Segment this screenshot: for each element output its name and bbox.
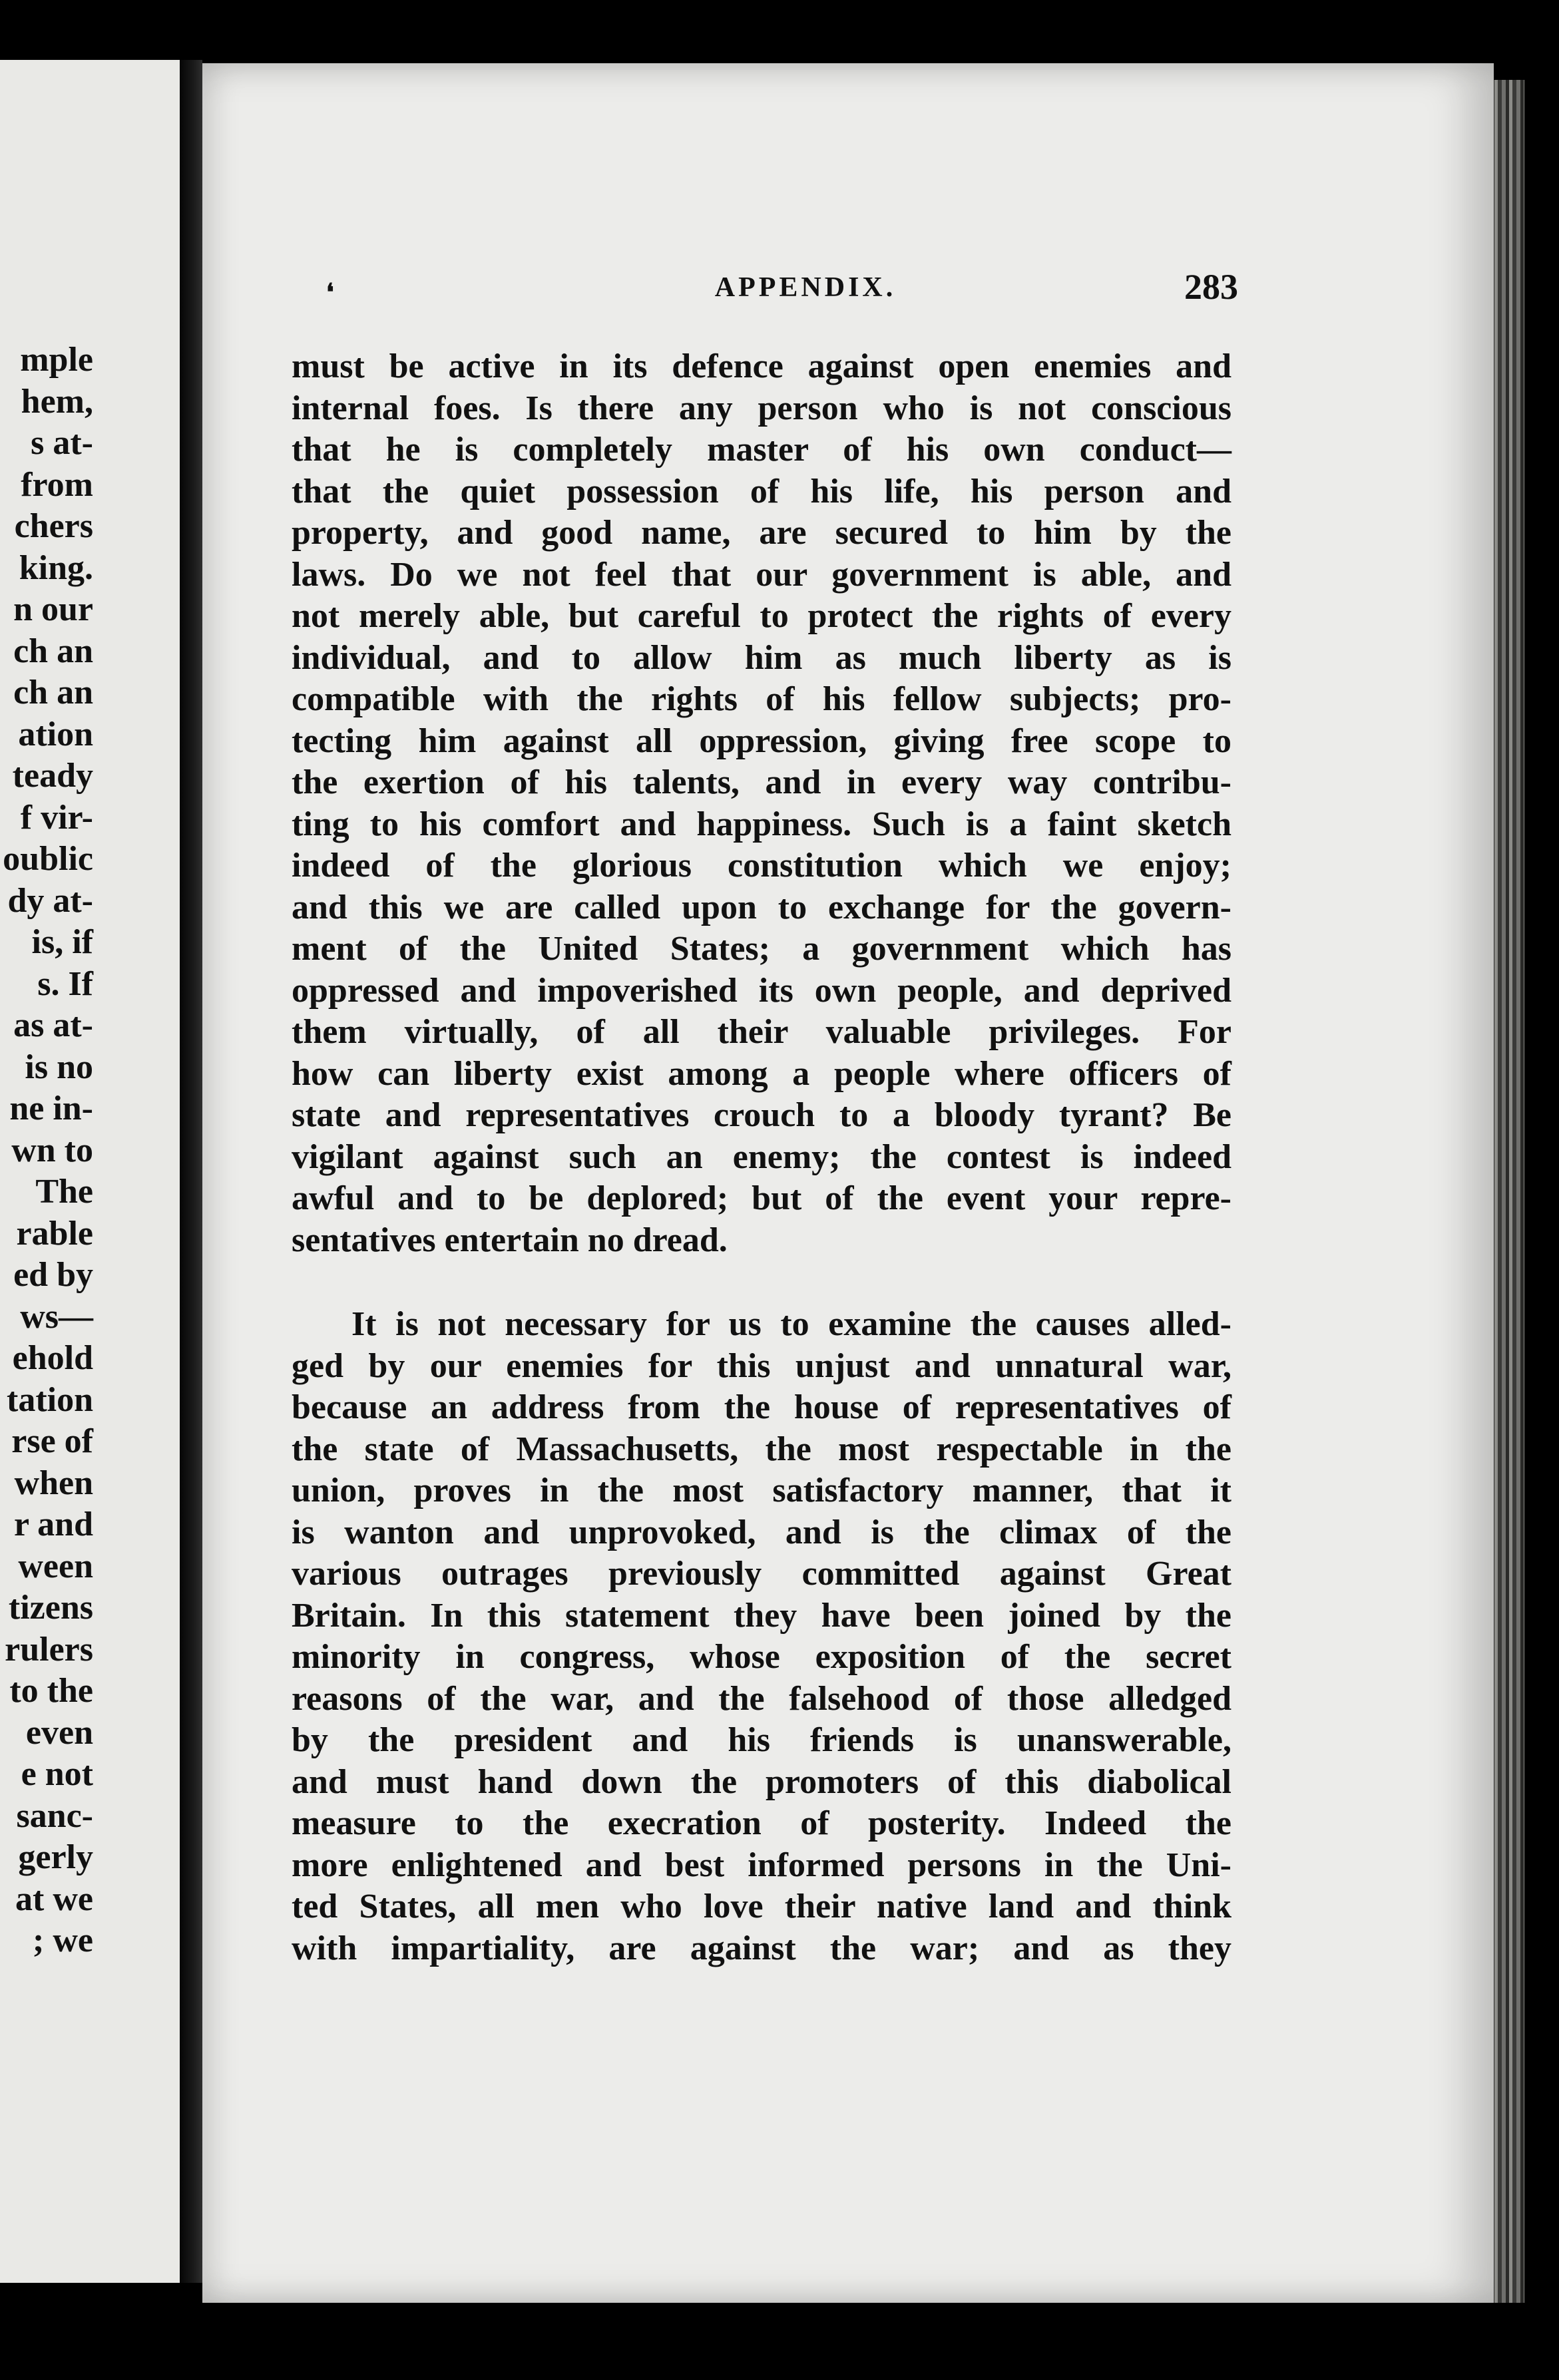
left-page-fragment: tation: [7, 1380, 93, 1419]
left-page-fragment: The: [35, 1173, 93, 1211]
left-page-fragment: e not: [21, 1755, 93, 1793]
left-page-fragment: hem,: [21, 382, 93, 421]
text-line: compatible with the rights of his fellow subjects; pro-: [292, 680, 1231, 718]
left-page-fragment: s. If: [37, 964, 93, 1003]
text-line: ment of the United States; a government which has: [292, 930, 1231, 968]
left-page-fragment: teady: [12, 757, 93, 795]
text-line: Britain. In this statement they have been joined by the: [292, 1596, 1231, 1635]
left-page-fragment: to the: [9, 1672, 93, 1710]
text-line: more enlightened and best informed persons in the Uni-: [292, 1846, 1231, 1884]
text-line: laws. Do we not feel that our government is able, and: [292, 555, 1231, 594]
left-page-fragment: king.: [19, 548, 93, 587]
left-page: [0, 60, 180, 2283]
text-line: sentatives entertain no dread.: [292, 1221, 728, 1259]
text-line: internal foes. Is there any person who is not conscious: [292, 389, 1231, 427]
text-line: with impartiality, are against the war; and as they: [292, 1929, 1231, 1967]
left-page-fragment: ne in-: [9, 1090, 93, 1127]
text-line: state and representatives crouch to a bloody tyrant? Be: [292, 1096, 1231, 1134]
left-page-fragment: rse of: [11, 1422, 93, 1460]
text-line: that he is completely master of his own conduct—: [292, 431, 1231, 469]
text-line: minority in congress, whose exposition of the secret: [292, 1638, 1231, 1676]
text-line: is wanton and unprovoked, and is the climax of the: [292, 1513, 1231, 1551]
left-page-fragment: at we: [15, 1880, 93, 1918]
left-page-fragment: f vir-: [20, 798, 93, 837]
text-line: reasons of the war, and the falsehood of those alledged: [292, 1679, 1231, 1718]
left-page-fragment: ws—: [20, 1297, 93, 1336]
book-gutter: [180, 60, 202, 2283]
printer-mark: ❛: [326, 279, 334, 305]
text-line: It is not necessary for us to examine the causes alled-: [351, 1305, 1231, 1343]
running-head: [320, 266, 1238, 313]
left-page-fragment: chers: [14, 507, 93, 545]
text-line: must be active in its defence against open enemies and: [292, 347, 1231, 385]
text-line: ted States, all men who love their native land and think: [292, 1887, 1231, 1925]
text-line: by the president and his friends is unanswerable,: [292, 1721, 1231, 1759]
text-line: measure to the execration of posterity. Indeed the: [292, 1804, 1231, 1842]
text-line: how can liberty exist among a people where officers of: [292, 1054, 1231, 1093]
text-line: individual, and to allow him as much liberty as is: [292, 638, 1231, 677]
text-line: property, and good name, are secured to him by the: [292, 514, 1231, 552]
left-page-fragment: ed by: [13, 1256, 93, 1294]
paragraph: [292, 346, 1231, 1261]
left-page-fragment: is no: [25, 1048, 93, 1086]
text-line: and this we are called upon to exchange for the govern-: [292, 888, 1231, 926]
text-line: the exertion of his talents, and in every way contribu-: [292, 763, 1231, 801]
paragraph: [292, 1304, 1231, 1969]
left-page-fragment: oublic: [3, 840, 93, 878]
text-line: because an address from the house of representatives of: [292, 1388, 1231, 1426]
text-line: ting to his comfort and happiness. Such is a faint sketch: [292, 805, 1231, 843]
left-page-fragment: even: [25, 1713, 93, 1752]
left-page-fragment: ch an: [13, 632, 93, 670]
left-page-fragment: gerly: [18, 1838, 93, 1876]
text-line: the state of Massachusetts, the most respectable in the: [292, 1430, 1231, 1468]
text-line: oppressed and impoverished its own people, and deprived: [292, 971, 1231, 1010]
left-page-fragment: s at-: [31, 424, 93, 462]
left-page-fragment: dy at-: [7, 881, 93, 920]
left-page-fragment: ehold: [12, 1339, 93, 1377]
left-page-fragment: ation: [18, 715, 93, 753]
left-page-fragment: ch an: [13, 674, 93, 711]
text-line: union, proves in the most satisfactory manner, that it: [292, 1472, 1231, 1509]
left-page-text-fragments: [0, 339, 93, 1962]
text-line: and must hand down the promoters of this diabolical: [292, 1762, 1231, 1801]
left-page-fragment: is, if: [31, 923, 93, 961]
left-page-fragment: wn to: [11, 1131, 93, 1169]
text-line: them virtually, of all their valuable privileges. For: [292, 1013, 1231, 1051]
left-page-fragment: ; we: [33, 1921, 93, 1959]
left-page-fragment: tizens: [8, 1589, 93, 1627]
text-line: ged by our enemies for this unjust and unnatural war,: [292, 1346, 1231, 1385]
left-page-fragment: rulers: [5, 1630, 93, 1669]
left-page-fragment: as at-: [13, 1006, 93, 1044]
text-line: awful and to be deplored; but of the event your repre-: [292, 1179, 1231, 1217]
text-line: that the quiet possession of his life, his person and: [292, 472, 1231, 510]
left-page-fragment: when: [14, 1464, 93, 1502]
left-page-fragment: n our: [13, 590, 93, 628]
left-page-fragment: rable: [16, 1214, 93, 1253]
text-line: not merely able, but careful to protect the rights of every: [292, 597, 1231, 635]
page-title: APPENDIX.: [714, 272, 897, 303]
left-page-fragment: from: [21, 465, 93, 504]
left-page-fragment: sanc-: [16, 1796, 93, 1835]
text-line: tecting him against all oppression, giving free scope to: [292, 721, 1231, 760]
page-number: 283: [1184, 267, 1238, 307]
left-page-fragment: mple: [20, 341, 93, 379]
left-page-fragment: ween: [18, 1547, 93, 1585]
text-line: various outrages previously committed against Great: [292, 1555, 1231, 1593]
text-line: indeed of the glorious constitution which we enjoy;: [292, 847, 1231, 885]
body-text: [292, 346, 1231, 2012]
text-line: vigilant against such an enemy; the contest is indeed: [292, 1137, 1231, 1176]
left-page-fragment: r and: [14, 1505, 93, 1543]
